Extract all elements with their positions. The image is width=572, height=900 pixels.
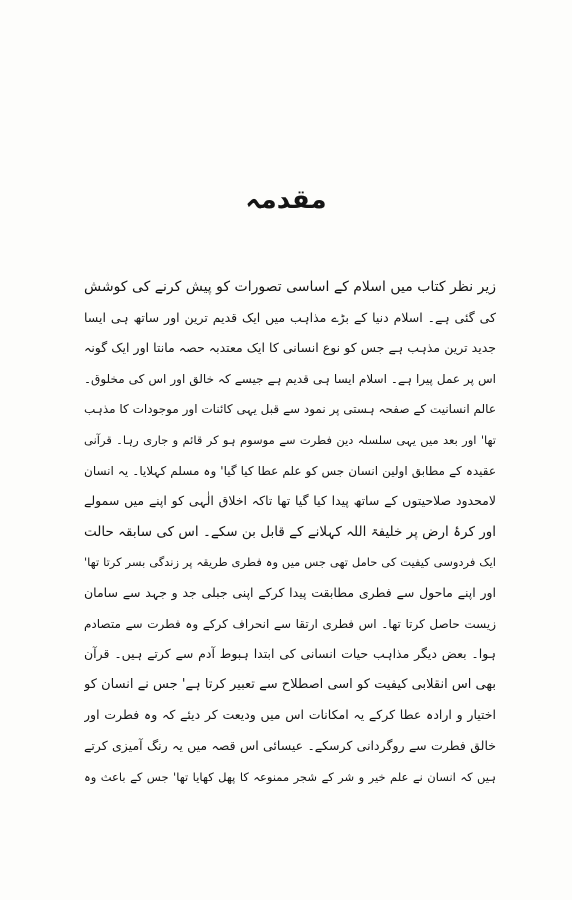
text-line: زیر نظر کتاب میں اسلام کے اساسی تصورات کو پیش کرنے کی کوشش: [84, 279, 496, 295]
text-line: خالق فطرت سے روگردانی کرسکے۔ عیسائی اس قصہ میں یہ رنگ آمیزی کرتے: [84, 737, 496, 753]
text-line: ایک فردوسی کیفیت کی حامل تھی جس میں وہ فطری طریقہ پر زندگی بسر کرتا تھا': [84, 555, 496, 570]
text-line: اختیار و ارادہ عطا کرکے یہ امکانات اس میں ودیعت کر دیئے کہ وہ فطرت اور: [84, 707, 496, 723]
text-line: کی گئی ہے۔ اسلام دنیا کے بڑے مذاہب میں ایک قدیم ترین اور ساتھ ہی ایسا: [84, 309, 496, 325]
text-line: ہوا۔ بعض دیگر مذاہب حیات انسانی کی ابتدا ہبوط آدم سے کرتے ہیں۔ قرآن: [84, 646, 496, 662]
text-line: زیست حاصل کرتا تھا۔ اس فطری ارتقا سے انحراف کرکے وہ فطرت سے متصادم: [84, 616, 496, 631]
text-line: اور اپنے ماحول سے فطری مطابقت پیدا کرکے اپنی جبلی جد و جہد سے سامان: [84, 584, 496, 600]
text-line: لامحدود صلاحیتوں کے ساتھ پیدا کیا گیا تھا تاکہ اخلاق الٰہی کو اپنے میں سمولے: [84, 493, 496, 509]
text-line: اس پر عمل پیرا ہے۔ اسلام ایسا ہی قدیم ہے جیسے کہ خالق اور اس کی مخلوق۔: [84, 371, 496, 386]
text-line: ہیں کہ انسان نے علم خیر و شر کے شجر ممنوعہ کا پھل کھایا تھا' جس کے باعث وہ: [84, 769, 496, 784]
text-line: عقیدہ کے مطابق اولین انسان جس کو علم عطا کیا گیا' وہ مسلم کہلایا۔ یہ انسان: [84, 463, 496, 478]
text-line: تھا' اور بعد میں یہی سلسلہ دین فطرت سے موسوم ہو کر قائم و جاری رہا۔ قرآنی: [84, 432, 496, 447]
text-line: عالم انسانیت کے صفحہ ہستی پر نمود سے قبل یہی کائنات اور موجودات کا مذہب: [84, 402, 496, 417]
text-line: جدید ترین مذہب ہے جس کو نوع انسانی کا ایک معتدبہ حصہ مانتا اور ایک گونہ: [84, 340, 496, 356]
body-paragraph: [84, 272, 496, 792]
chapter-heading: مقدمہ: [245, 185, 327, 215]
text-line: بھی اس انقلابی کیفیت کو اسی اصطلاح سے تعبیر کرتا ہے' جس نے انسان کو: [84, 676, 496, 692]
text-line: اور کرۂ ارض پر خلیفۃ اللہ کہلانے کے قابل بن سکے۔ اس کی سابقہ حالت: [84, 523, 496, 540]
